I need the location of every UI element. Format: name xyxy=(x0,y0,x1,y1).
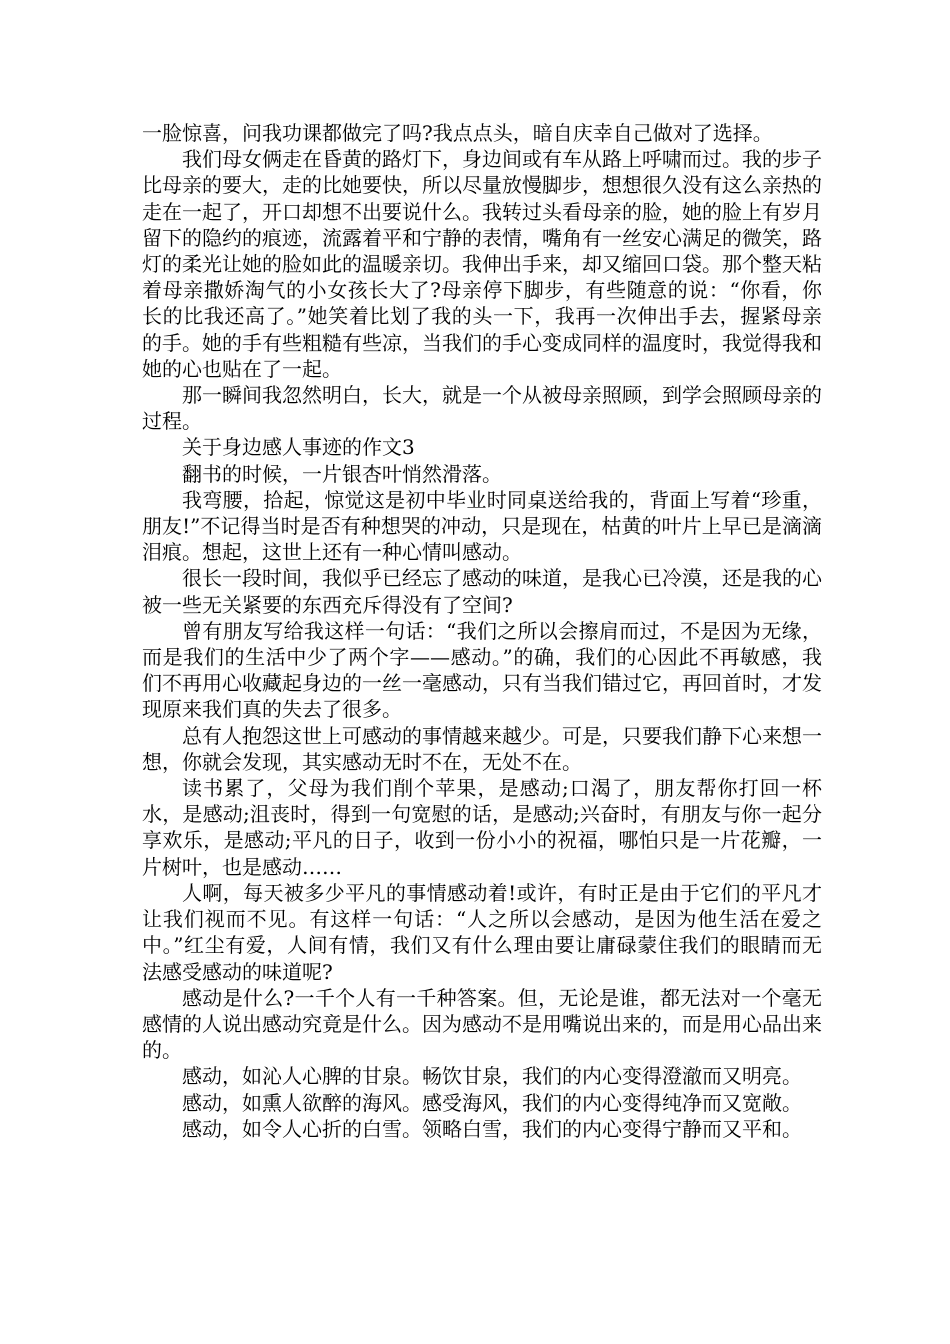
paragraph-14: 感动，如熏人欲醉的海风。感受海风，我们的内心变得纯净而又宽敞。 xyxy=(182,1090,802,1115)
paragraph-8: 曾有朋友写给我这样一句话：“我们之所以会擦肩而过，不是因为无缘，而是我们的生活中少了两个字——感动。”的确，我们的心因此不再敏感，我们不再用心收藏起身边的一丝一毫感动，只有当我们错过它，再回首时，才发现原来我们真的失去了很多。 xyxy=(142,618,822,722)
paragraph-3: 那一瞬间我忽然明白，长大，就是一个从被母亲照顾，到学会照顾母亲的过程。 xyxy=(142,383,822,434)
paragraph-10: 读书累了，父母为我们削个苹果，是感动;口渴了，朋友帮你打回一杯水，是感动;沮丧时，得到一句宽慰的话，是感动;兴奋时，有朋友与你一起分享欢乐，是感动;平凡的日子，收到一份小小的祝福，哪怕只是一片花瓣，一片树叶，也是感动…… xyxy=(142,776,822,879)
paragraph-12: 感动是什么?一千个人有一千种答案。但，无论是谁，都无法对一个毫无感情的人说出感动究竟是什么。因为感动不是用嘴说出来的，而是用心品出来的。 xyxy=(142,985,822,1063)
paragraph-2: 我们母女俩走在昏黄的路灯下，身边间或有车从路上呼啸而过。我的步子比母亲的要大，走的比她要快，所以尽量放慢脚步，想想很久没有这么亲热的走在一起了，开口却想不出要说什么。我转过头看母亲的脸，她的脸上有岁月留下的隐约的痕迹，流露着平和宁静的表情，嘴角有一丝安心满足的微笑，路灯的柔光让她的脸如此的温暖亲切。我伸出手来，却又缩回口袋。那个整天粘着母亲撒娇淘气的小女孩长大了?母亲停下脚步，有些随意的说：“你看，你长的比我还高了。”她笑着比划了我的头一下，我再一次伸出手去，握紧母亲的手。她的手有些粗糙有些凉，当我们的手心变成同样的温度时，我觉得我和她的心也贴在了一起。 xyxy=(142,147,822,381)
paragraph-9: 总有人抱怨这世上可感动的事情越来越少。可是，只要我们静下心来想一想，你就会发现，其实感动无时不在，无处不在。 xyxy=(142,723,822,774)
paragraph-1: 一脸惊喜，问我功课都做完了吗?我点点头，暗自庆幸自己做对了选择。 xyxy=(142,121,773,145)
document-page xyxy=(142,120,822,1142)
paragraph-5: 翻书的时候，一片银杏叶悄然滑落。 xyxy=(182,461,502,486)
paragraph-6: 我弯腰，拾起，惊觉这是初中毕业时同桌送给我的，背面上写着“珍重，朋友!”不记得当时是否有种想哭的冲动，只是现在，枯黄的叶片上早已是滴滴泪痕。想起，这世上还有一种心情叫感动。 xyxy=(142,487,822,565)
paragraph-13: 感动，如沁人心脾的甘泉。畅饮甘泉，我们的内心变得澄澈而又明亮。 xyxy=(182,1064,802,1089)
paragraph-15: 感动，如令人心折的白雪。领略白雪，我们的内心变得宁静而又平和。 xyxy=(182,1116,802,1141)
section-heading: 关于身边感人事迹的作文3 xyxy=(182,435,415,460)
paragraph-7: 很长一段时间，我似乎已经忘了感动的味道，是我心已冷漠，还是我的心被一些无关紧要的东西充斥得没有了空间? xyxy=(142,566,822,617)
paragraph-11: 人啊，每天被多少平凡的事情感动着!或许，有时正是由于它们的平凡才让我们视而不见。有这样一句话：“人之所以会感动，是因为他生活在爱之中。”红尘有爱，人间有情，我们又有什么理由要让庸碌蒙住我们的眼睛而无法感受感动的味道呢? xyxy=(142,880,822,984)
